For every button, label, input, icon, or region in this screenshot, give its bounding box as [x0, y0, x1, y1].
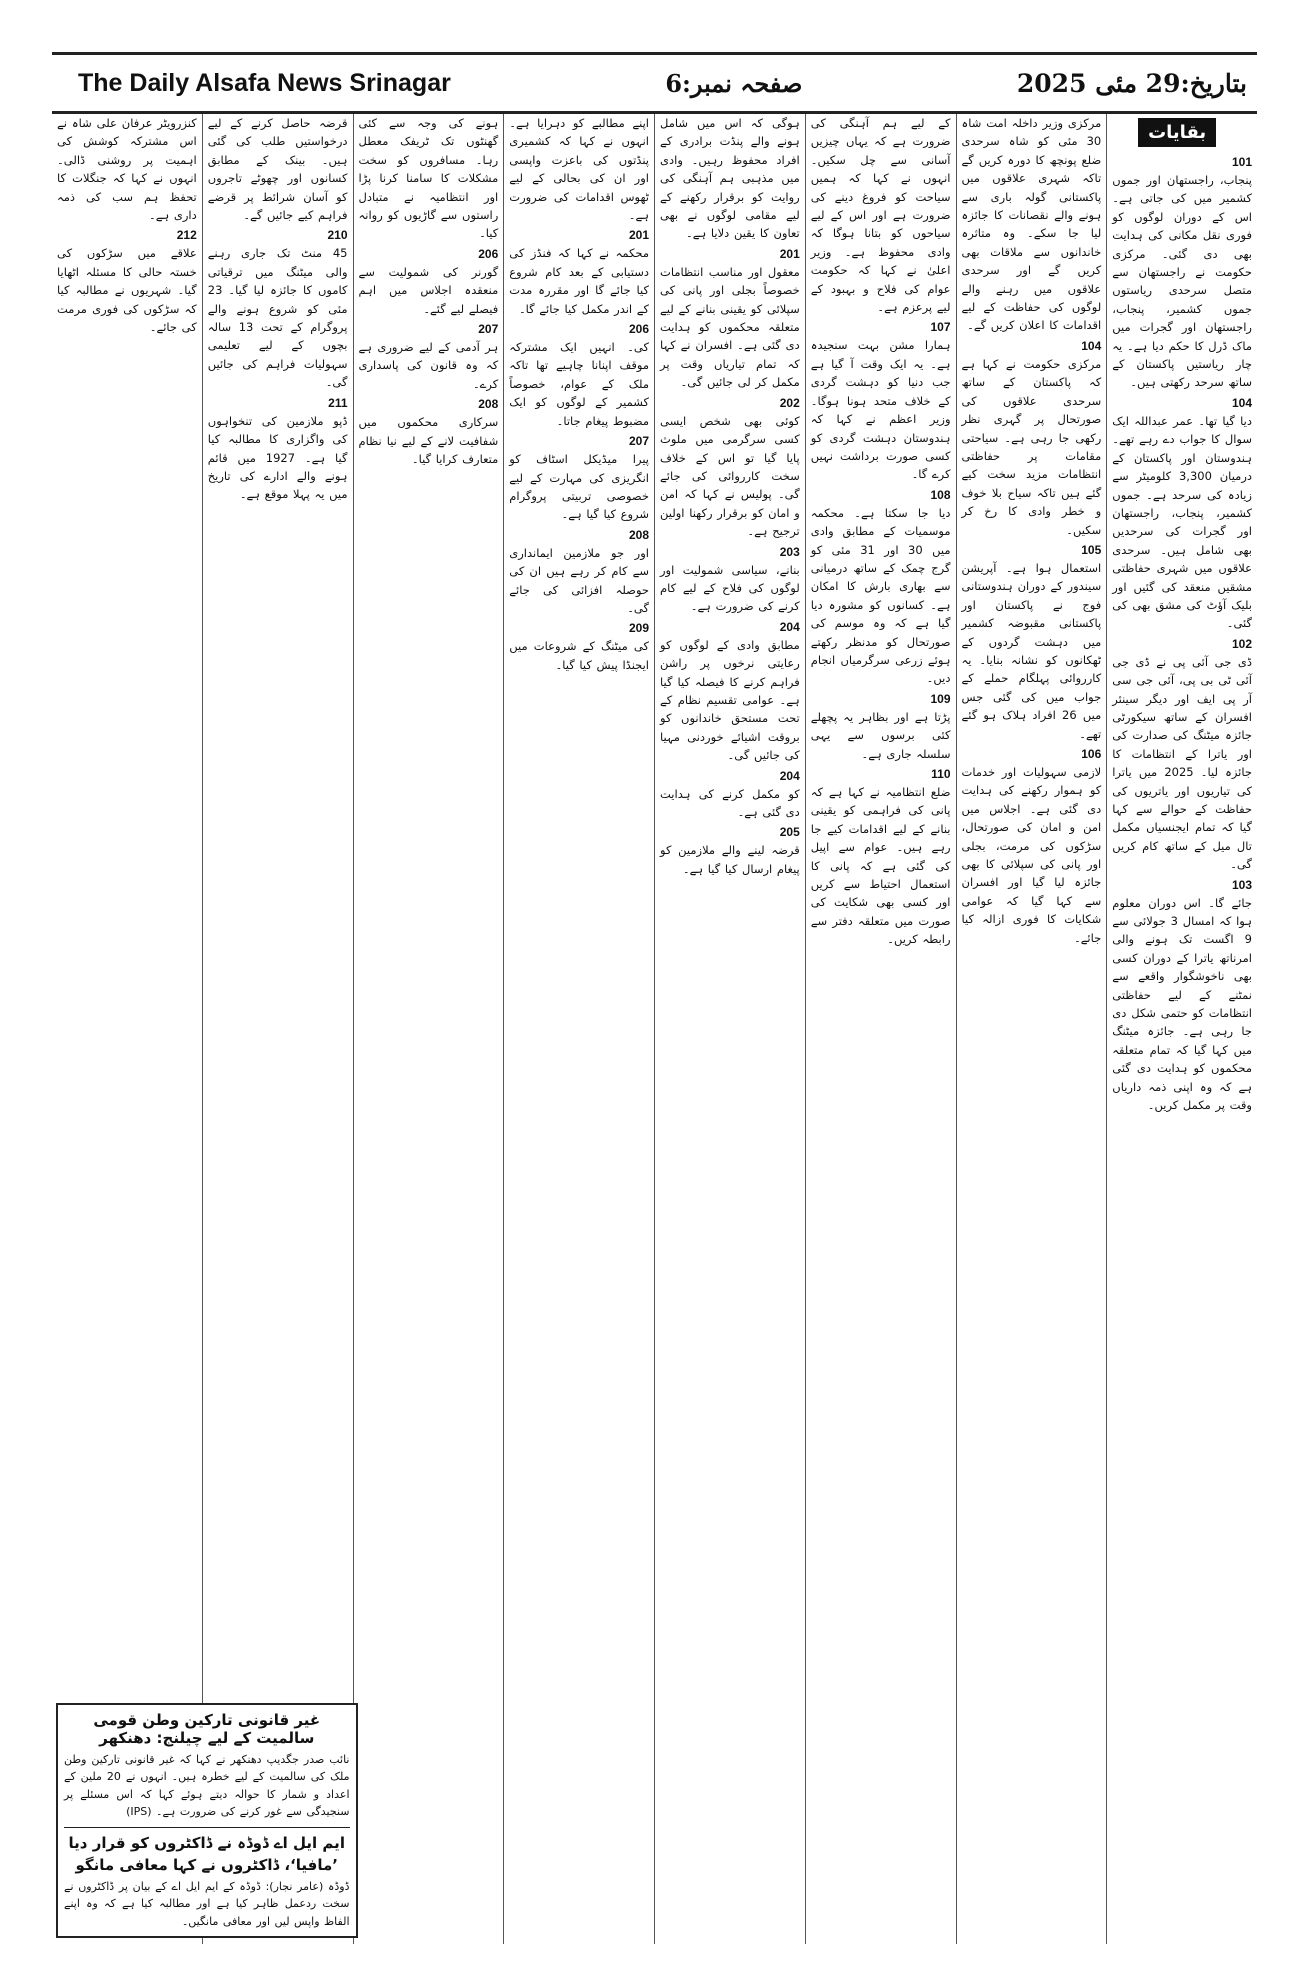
section-number: 201	[779, 246, 800, 261]
section-number: 206	[628, 322, 649, 337]
section-number: 110	[931, 767, 951, 781]
section-number: 202	[779, 395, 800, 410]
news-box	[56, 1703, 358, 1939]
columns	[52, 114, 1257, 1944]
section-text: ہر آدمی کے لیے ضروری ہے کہ وہ قانون کی پاسداری کرے۔	[358, 340, 499, 391]
section-number: 205	[779, 825, 800, 840]
section-text: پیرا میڈیکل اسٹاف کو انگریزی کی مہارت کے لیے خصوصی تربیتی پروگرام شروع کیا گیا ہے۔	[509, 452, 649, 522]
section-text: ہوگی کہ اس میں شامل ہونے والے پنڈت برادری کے افراد محفوظ رہیں۔ وادی میں مذہبی ہم آہنگی کی روایت کو برقرار رکھنے کے لیے مقامی لوگوں نے بھی تعاون کا یقین دلایا ہے۔	[660, 116, 800, 241]
newspaper-name: The Daily Alsafa News Srinagar	[78, 68, 451, 97]
section-text: ضلع انتظامیہ نے کہا ہے کہ پانی کی فراہمی کو یقینی بنانے کے لیے اقدامات کیے جا رہے ہیں۔ عوام سے اپیل کی گئی ہے کہ پانی کا استعمال احتیاط سے کریں اور کسی بھی شکایت کی صورت میں متعلقہ دفتر سے رابطہ کریں۔	[810, 785, 951, 947]
section-number: 103	[1231, 877, 1252, 892]
newspaper-page	[52, 52, 1257, 1947]
section-text: کے لیے ہم آہنگی کی ضرورت ہے کہ یہاں چیزیں آسانی سے چل سکیں۔ انہوں نے کہا کہ ہمیں سیاحت کو فروغ دینے کی ضرورت ہے اور اس کے لیے سیاحوں کو بتانا ہوگا کہ وادی محفوظ ہے۔ وزیر اعلیٰ نے کہا کہ حکومت عوام کی فلاح و بہبود کے لیے پرعزم ہے۔	[810, 116, 951, 315]
column-1	[1106, 114, 1257, 1944]
section-number: 107	[930, 320, 951, 335]
section-text: مرکزی حکومت نے کہا ہے کہ پاکستان کے ساتھ سرحدی علاقوں کی صورتحال پر گہری نظر رکھی جا رہی ہے۔ سیاحتی مقامات پر حفاظتی انتظامات مزید سخت کیے گئے ہیں تاکہ سیاح بلا خوف و خطر وادی کا رخ کر سکیں۔	[961, 356, 1102, 537]
news-box-title: ایم ایل اے ڈوڈہ نے ڈاکٹروں کو قرار دیا	[68, 1833, 345, 1852]
section-number: 209	[628, 621, 649, 636]
news-box-subtitle: ’مافیا‘، ڈاکٹروں نے کہا معافی مانگو	[75, 1855, 338, 1874]
section-number: 108	[930, 487, 951, 502]
page-number-label: صفحہ نمبر:6	[665, 68, 803, 98]
baqiyat-heading: بقایات	[1138, 118, 1216, 147]
section-number: 109	[930, 691, 951, 706]
section-number: 210	[327, 228, 348, 243]
section-text: پڑتا ہے اور بظاہر یہ پچھلے کئی برسوں سے یہی سلسلہ جاری ہے۔	[810, 709, 951, 761]
section-number: 212	[176, 228, 197, 243]
section-number: 104	[1231, 395, 1252, 410]
date-label: بتاریخ:29 مئی 2025	[1016, 68, 1247, 98]
section-number: 211	[328, 395, 348, 410]
section-number: 208	[478, 397, 499, 412]
column-7	[202, 114, 353, 1944]
section-text: کی میٹنگ کے شروعات میں ایجنڈا پیش کیا گیا۔	[509, 639, 649, 672]
column-5	[503, 114, 654, 1944]
section-text: ہونے کی وجہ سے کئی گھنٹوں تک ٹریفک معطل رہا۔ مسافروں کو سخت مشکلات کا سامنا کرنا پڑا اور انتظامیہ نے متبادل راستوں سے گاڑیوں کو روانہ کیا۔	[358, 116, 499, 241]
section-number: 105	[1081, 542, 1102, 557]
column-4	[654, 114, 805, 1944]
news-box-text: نائب صدر جگدیپ دھنکھر نے کہا کہ غیر قانونی تارکین وطن ملک کی سالمیت کے لیے خطرہ ہیں۔ انہوں نے 20 ملین کے اعداد و شمار کا حوالہ دیتے ہوئے کہا کہ اس مسئلے پر سنجیدگی سے غور کرنے کی ضرورت ہے۔ (IPS)	[64, 1752, 350, 1818]
section-text: قرضہ حاصل کرنے کے لیے درخواستیں طلب کی گئی ہیں۔ بینک کے مطابق کسانوں اور چھوٹے تاجروں کو آسان شرائط پر قرضے فراہم کیے جائیں گے۔	[207, 116, 348, 223]
column-3	[805, 114, 956, 1944]
section-number: 101	[1231, 155, 1252, 169]
section-text: قرضہ لینے والے ملازمین کو پیغام ارسال کیا گیا ہے۔	[660, 843, 800, 876]
news-box-title: غیر قانونی تارکین وطن قومی سالمیت کے لیے چیلنج: دھنکھر	[93, 1710, 321, 1747]
section-text: بنانے، سیاسی شمولیت اور لوگوں کی فلاح کے لیے کام کرنے کی ضرورت ہے۔	[660, 562, 800, 614]
section-number: 104	[1081, 338, 1102, 353]
section-text: کی۔ انہیں ایک مشترکہ موقف اپنانا چاہیے تھا تاکہ ملک کے عوام، خصوصاً کشمیر کے لوگوں کو ایک مضبوط پیغام جاتا۔	[509, 340, 649, 428]
section-number: 203	[779, 544, 800, 559]
section-text: گورنر کی شمولیت سے منعقدہ اجلاس میں اہم فیصلے لیے گئے۔	[358, 264, 499, 316]
section-number: 208	[628, 527, 649, 542]
section-number: 201	[628, 228, 649, 243]
section-text: استعمال ہوا ہے۔ آپریشن سیندور کے دوران ہندوستانی فوج نے پاکستان اور پاکستانی مقبوضہ کشمیر میں دہشت گردوں کے ٹھکانوں کو نشانہ بنایا۔ یہ کارروائی پہلگام حملے کے جواب میں کی گئی جس میں 26 افراد ہلاک ہو گئے تھے۔	[961, 560, 1102, 741]
section-text: اور جو ملازمین ایمانداری سے کام کر رہے ہیں ان کی حوصلہ افزائی کی جائے گی۔	[509, 545, 649, 615]
section-number: 206	[478, 246, 499, 261]
section-text: اپنے مطالبے کو دہرایا ہے۔ انہوں نے کہا کہ کشمیری پنڈتوں کی باعزت واپسی اور ان کی بحالی کے لیے ٹھوس اقدامات کی ضرورت ہے۔	[509, 116, 649, 223]
section-text: سرکاری محکموں میں شفافیت لانے کے لیے نیا نظام متعارف کرایا گیا۔	[358, 415, 499, 467]
section-text: معقول اور مناسب انتظامات خصوصاً بجلی اور پانی کی سپلائی کو یقینی بنانے کے لیے متعلقہ محکموں کو ہدایت دی گئی ہے۔ افسران نے کہا کہ تمام تیاریاں وقت پر مکمل کر لی جائیں گی۔	[660, 264, 800, 390]
section-text: ڈپو ملازمین کی تنخواہوں کی واگزاری کا مطالبہ کیا گیا ہے۔ 1927 میں قائم ہونے والے ادارے کی تاریخ میں یہ پہلا موقع ہے۔	[207, 413, 348, 502]
section-text: لازمی سہولیات اور خدمات کو ہموار رکھنے کی ہدایت دی گئی ہے۔ اجلاس میں امن و امان کی صورتحال، سڑکوں کی مرمت، بجلی اور پانی کی سپلائی کا بھی جائزہ لیا گیا اور افسران سے کہا گیا کہ عوامی شکایات کا فوری ازالہ کیا جائے۔	[961, 765, 1102, 945]
section-text: علاقے میں سڑکوں کی خستہ حالی کا مسئلہ اٹھایا گیا۔ شہریوں نے مطالبہ کیا کہ سڑکوں کی فوری مرمت کی جائے۔	[57, 246, 197, 335]
column-6	[353, 114, 504, 1944]
section-text: 45 منٹ تک جاری رہنے والی میٹنگ میں ترقیاتی کاموں کا جائزہ لیا گیا۔ 23 مئی کو شروع ہونے والے پروگرام کے تحت 13 سالہ بچوں کے لیے تعلیمی سہولیات فراہم کی جائیں گی۔	[207, 246, 348, 390]
section-number: 207	[628, 434, 649, 449]
section-number: 207	[478, 322, 499, 337]
section-text: دیا گیا تھا۔ عمر عبداللہ ایک سوال کا جواب دے رہے تھے۔ ہندوستان اور پاکستان کے درمیان 3,300 کلومیٹر سے زیادہ کی سرحد ہے۔ جموں کشمیر، پنجاب، راجستھان اور گجرات کی سرحدیں بھی شامل ہیں۔ سرحدی علاقوں میں شہری حفاظتی مشقیں منعقد کی گئیں اور بلیک آؤٹ کی مشق بھی کی گئی۔	[1112, 413, 1252, 631]
section-text: ڈی جی آئی پی نے ڈی جی آئی ٹی بی پی، آئی جی سی آر پی ایف اور دیگر سینئر افسران کے ساتھ سیکورٹی جائزہ میٹنگ کی صدارت کی اور یاترا کے انتظامات کا جائزہ لیا۔ 2025 میں یاترا کی تیاریوں اور یاتریوں کی حفاظت کے حوالے سے کہا گیا کہ تمام ایجنسیاں مکمل تال میل کے ساتھ کام کریں گی۔	[1112, 654, 1252, 872]
section-text: پنجاب، راجستھان اور جموں کشمیر میں کی جاتی ہے۔ اس کے دوران لوگوں کو فوری نقل مکانی کی ہدایت بھی دی گئی۔ مرکزی حکومت نے راجستھان سے متصل سرحدی ریاستوں جموں کشمیر، پنجاب، راجستھان اور گجرات میں ماک ڈرل کا حکم دیا ہے۔ یہ چار ریاستیں پاکستان کے ساتھ سرحد رکھتی ہیں۔	[1112, 173, 1252, 390]
section-text: کنزرویٹر عرفان علی شاہ نے اس مشترکہ کوشش کی اہمیت پر روشنی ڈالی۔ انہوں نے کہا کہ جنگلات کا تحفظ ہم سب کی ذمہ داری ہے۔	[57, 116, 197, 223]
section-text: محکمہ نے کہا کہ فنڈز کی دستیابی کے بعد کام شروع کیا جائے گا اور مقررہ مدت کے اندر مکمل کیا جائے گا۔	[509, 246, 649, 316]
section-number: 106	[1081, 747, 1102, 761]
section-text: کوئی بھی شخص ایسی کسی سرگرمی میں ملوث پایا گیا تو اس کے خلاف سخت کارروائی کی جائے گی۔ پولیس نے کہا کہ امن و امان کو برقرار رکھنا اولین ترجیح ہے۔	[660, 413, 800, 539]
section-text: جائے گا۔ اس دوران معلوم ہوا کہ امسال 3 جولائی سے 9 اگست تک ہونے والی امرناتھ یاترا کے دوران کسی بھی ناخوشگوار واقعے سے نمٹنے کے لیے حفاظتی انتظامات کو حتمی شکل دی جا رہی ہے۔ جائزہ میٹنگ میں کہا گیا کہ تمام متعلقہ محکموں کو ہدایت دی گئی ہے کہ وہ اپنی ذمہ داریاں وقت پر مکمل کریں۔	[1112, 895, 1252, 1113]
news-box-text: ڈوڈہ (عامر نجار): ڈوڈہ کے ایم ایل اے کے بیان پر ڈاکٹروں نے سخت ردعمل ظاہر کیا ہے اور مطالبہ کیا ہے کہ وہ اپنے الفاظ واپس لیں اور معافی مانگیں۔	[64, 1879, 350, 1928]
section-text: کو مکمل کرنے کی ہدایت دی گئی ہے۔	[660, 786, 800, 819]
section-text: مطابق وادی کے لوگوں کو رعایتی نرخوں پر راشن فراہم کرنے کا فیصلہ کیا گیا ہے۔ عوامی تقسیم نظام کے تحت مستحق خاندانوں کو بروقت اشیائے خوردنی مہیا کی جائیں گی۔	[660, 637, 800, 763]
section-number: 102	[1231, 636, 1252, 651]
divider	[64, 1827, 350, 1828]
column-2	[956, 114, 1107, 1944]
section-number: 204	[779, 619, 800, 634]
section-text: ہمارا مشن بہت سنجیدہ ہے۔ یہ ایک وقت آ گیا ہے جب دنیا کو دہشت گردی کے خلاف متحد ہونا ہوگا۔ وزیر اعظم نے کہا کہ ہندوستان دہشت گردی کو کسی صورت برداشت نہیں کرے گا۔	[810, 338, 951, 482]
section-text: دیا جا سکتا ہے۔ محکمہ موسمیات کے مطابق وادی میں 30 اور 31 مئی کو گرج چمک کے ساتھ درمیانی سے بھاری بارش کا امکان ہے۔ کسانوں کو مشورہ دیا گیا ہے کہ وہ موسم کی صورتحال کو مدنظر رکھتے ہوئے زرعی سرگرمیاں انجام دیں۔	[810, 505, 951, 686]
masthead	[52, 52, 1257, 114]
section-number: 204	[779, 768, 800, 783]
section-text: مرکزی وزیر داخلہ امت شاہ 30 مئی کو شاہ سرحدی ضلع پونچھ کا دورہ کریں گے تاکہ شہری علاقوں میں پاکستانی گولہ باری سے ہونے والے نقصانات کا جائزہ لیا جا سکے۔ وہ متاثرہ خاندانوں سے ملاقات بھی کریں گے اور سرحدی علاقوں میں رہنے والے لوگوں کی حفاظت کے لیے اقدامات کا اعلان کریں گے۔	[961, 116, 1102, 333]
